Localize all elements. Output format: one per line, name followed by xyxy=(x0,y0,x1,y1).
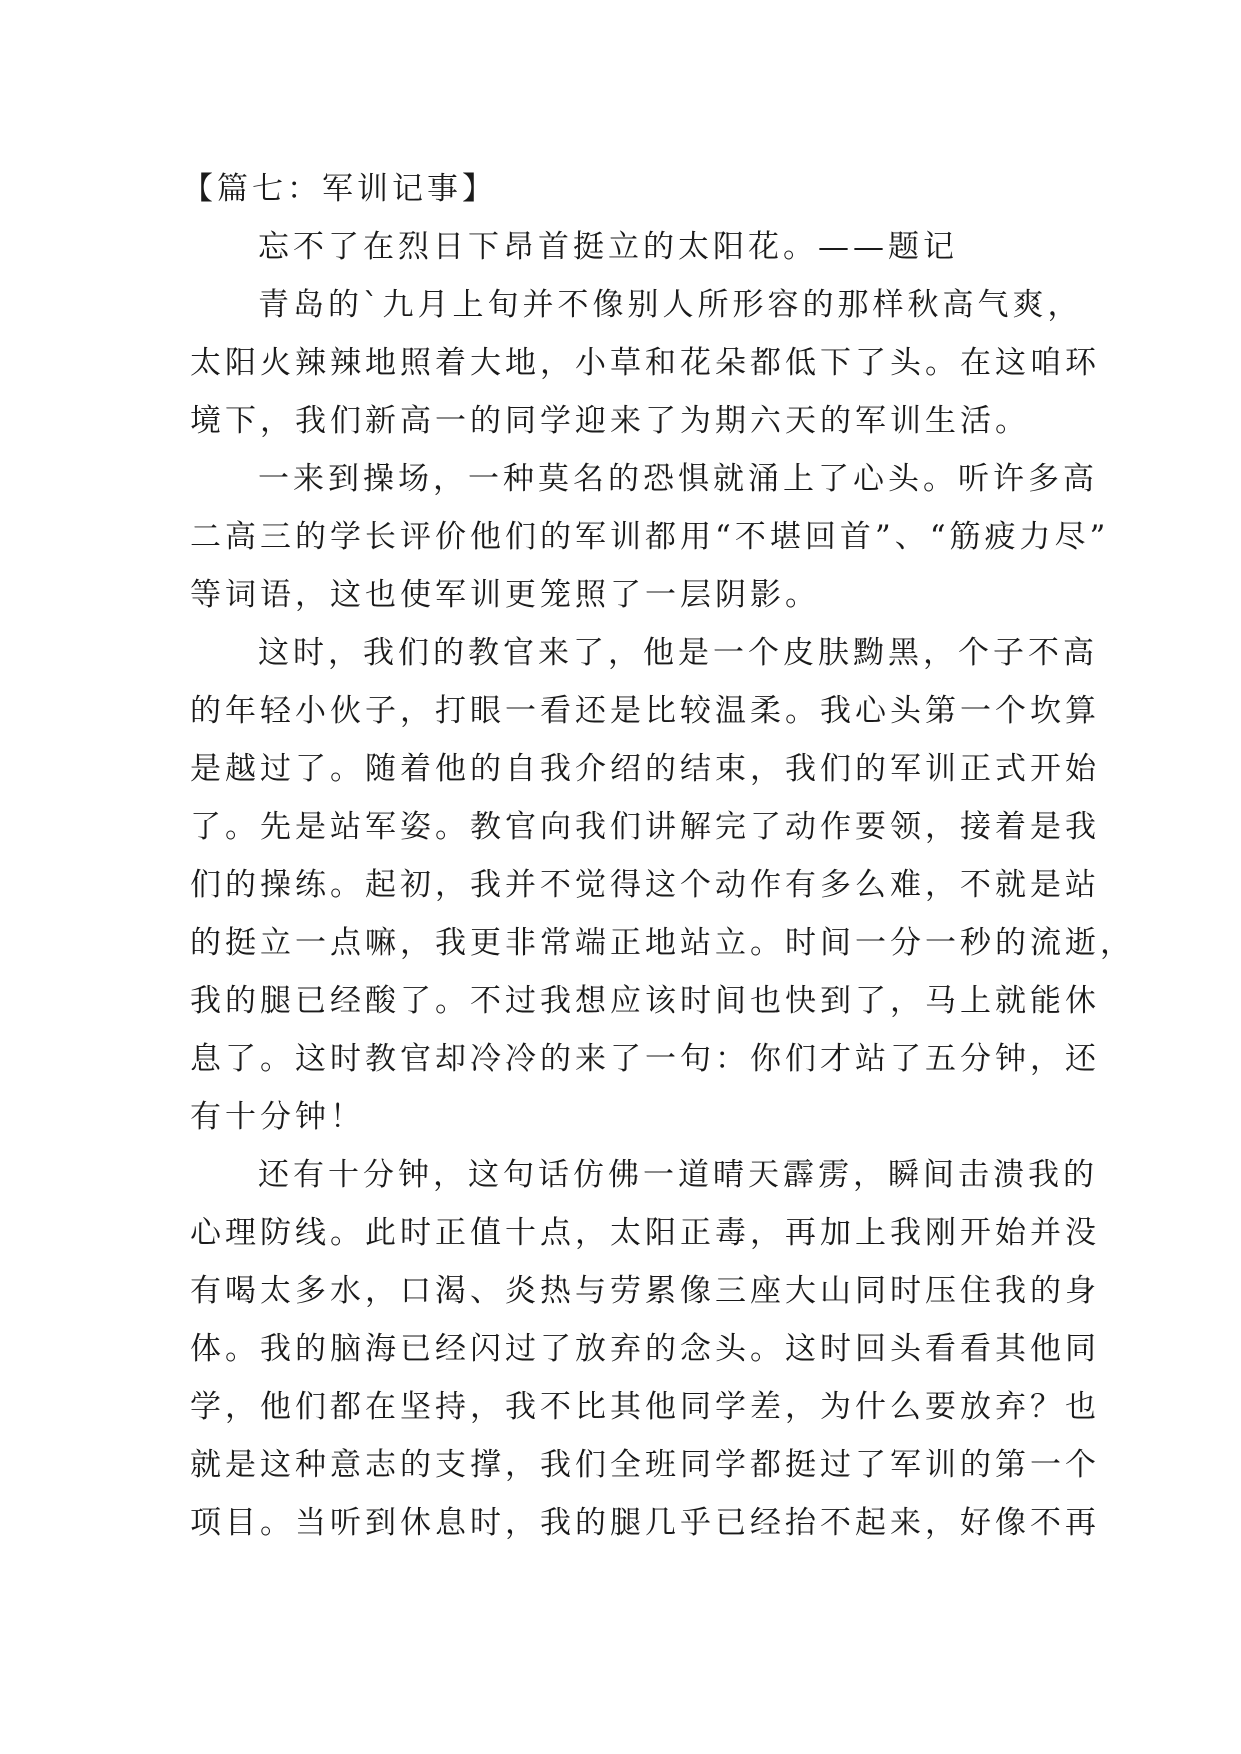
article-heading: 【篇七：军训记事】 xyxy=(182,171,497,207)
paragraph-line: 就是这种意志的支撑，我们全班同学都挺过了军训的第一个 xyxy=(190,1447,1100,1483)
paragraph-line: 有喝太多水，口渴、炎热与劳累像三座大山同时压住我的身 xyxy=(190,1273,1100,1309)
paragraph-line: 二高三的学长评价他们的军训都用“不堪回首”、“筋疲力尽” xyxy=(190,519,1110,555)
paragraph-line: 太阳火辣辣地照着大地，小草和花朵都低下了头。在这咱环 xyxy=(190,345,1100,381)
paragraph-line: 青岛的`九月上旬并不像别人所形容的那样秋高气爽， xyxy=(258,287,1083,323)
paragraph-line: 这时，我们的教官来了，他是一个皮肤黝黑，个子不高 xyxy=(258,635,1098,671)
paragraph-line: 一来到操场，一种莫名的恐惧就涌上了心头。听许多高 xyxy=(258,461,1098,497)
paragraph-line: 我的腿已经酸了。不过我想应该时间也快到了，马上就能休 xyxy=(190,983,1100,1019)
paragraph-line: 有十分钟！ xyxy=(190,1099,365,1135)
paragraph-line: 心理防线。此时正值十点，太阳正毒，再加上我刚开始并没 xyxy=(190,1215,1100,1251)
article-body xyxy=(182,160,1135,1552)
paragraph-line: 的年轻小伙子，打眼一看还是比较温柔。我心头第一个坎算 xyxy=(190,693,1100,729)
paragraph-line: 是越过了。随着他的自我介绍的结束，我们的军训正式开始 xyxy=(190,751,1100,787)
paragraph-line: 们的操练。起初，我并不觉得这个动作有多么难，不就是站 xyxy=(190,867,1100,903)
paragraph-line: 的挺立一点嘛，我更非常端正地站立。时间一分一秒的流逝， xyxy=(190,925,1135,961)
paragraph-line: 等词语，这也使军训更笼照了一层阴影。 xyxy=(190,577,820,613)
paragraph-line: 还有十分钟，这句话仿佛一道晴天霹雳，瞬间击溃我的 xyxy=(258,1157,1098,1193)
epigraph-line: 忘不了在烈日下昂首挺立的太阳花。——题记 xyxy=(258,229,958,265)
paragraph-line: 学，他们都在坚持，我不比其他同学差，为什么要放弃？也 xyxy=(190,1389,1100,1425)
paragraph-line: 息了。这时教官却冷冷的来了一句：你们才站了五分钟，还 xyxy=(190,1041,1100,1077)
paragraph-line: 项目。当听到休息时，我的腿几乎已经抬不起来，好像不再 xyxy=(190,1505,1100,1541)
paragraph-line: 体。我的脑海已经闪过了放弃的念头。这时回头看看其他同 xyxy=(190,1331,1100,1367)
paragraph-line: 境下，我们新高一的同学迎来了为期六天的军训生活。 xyxy=(190,403,1030,439)
paragraph-line: 了。先是站军姿。教官向我们讲解完了动作要领，接着是我 xyxy=(190,809,1100,845)
